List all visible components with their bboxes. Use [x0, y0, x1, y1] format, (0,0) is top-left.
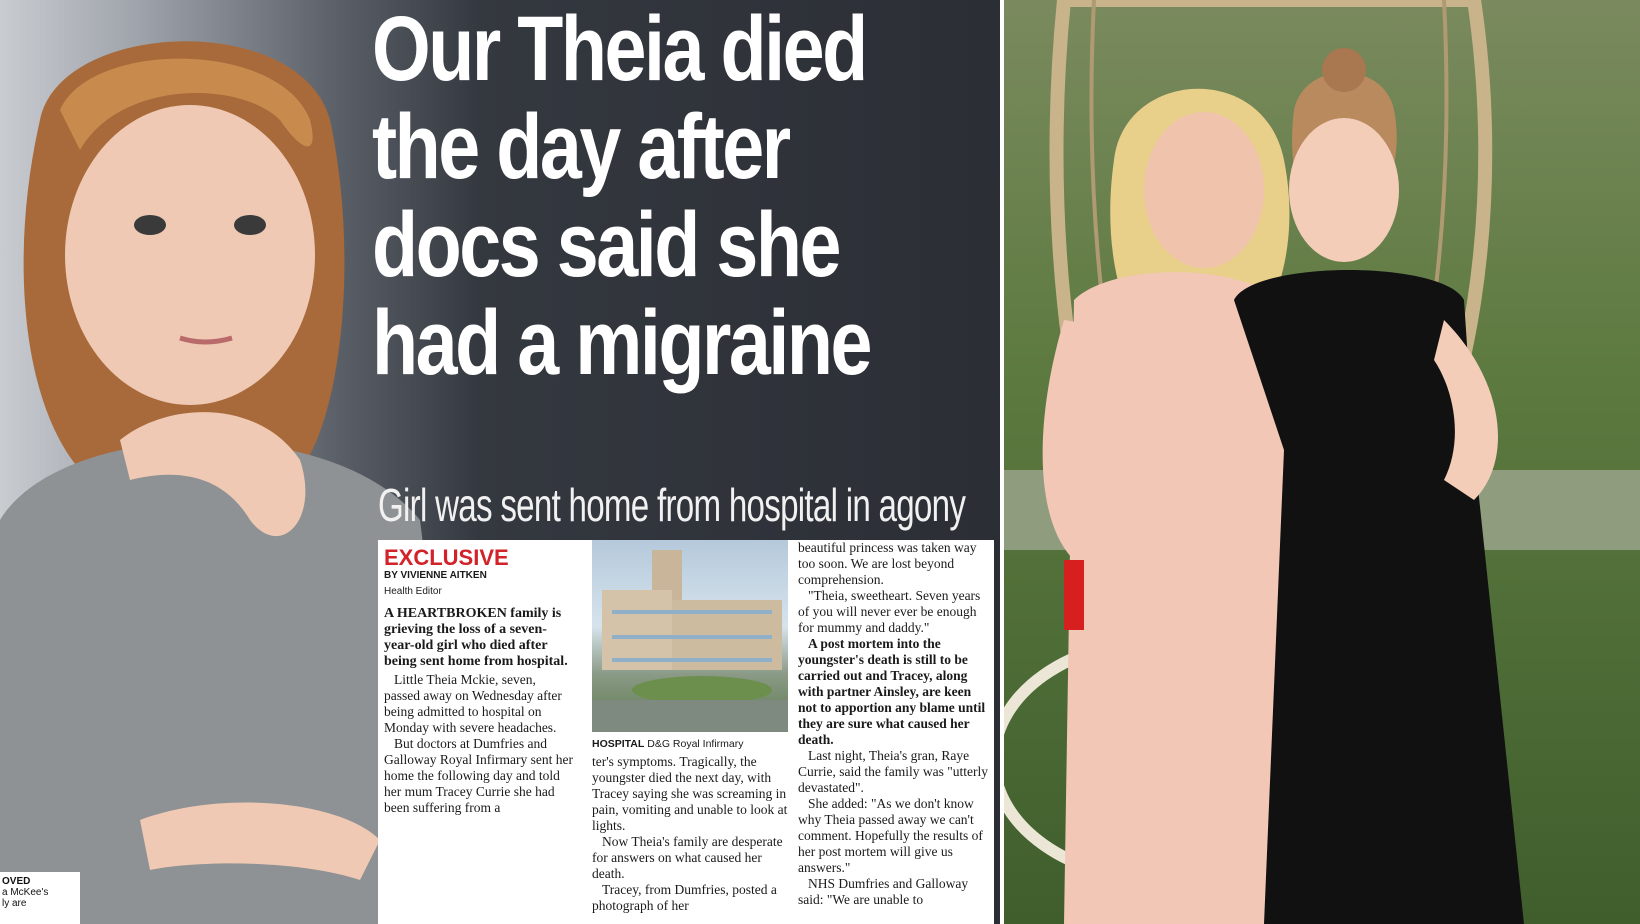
- article-paragraph: NHS Dumfries and Galloway said: "We are unable to: [798, 876, 969, 907]
- photo-caption-label: HOSPITAL: [592, 738, 645, 750]
- photo-caption-text: D&G Royal Infirmary: [647, 738, 744, 750]
- headline-line: had a migraine: [372, 292, 870, 394]
- article-lede: A HEARTBROKEN family is grieving the loss of a seven-year-old girl who died after being sent home from hospital.: [384, 606, 568, 669]
- photo-caption: [592, 736, 788, 752]
- corner-caption-line: a McKee's: [2, 887, 49, 898]
- byline: BY VIVIENNE AITKEN: [384, 570, 487, 581]
- corner-caption: [0, 872, 80, 924]
- corner-caption-line: ly are: [2, 898, 27, 909]
- headline-line: Our Theia died: [372, 0, 866, 100]
- corner-caption-line: OVED: [2, 876, 31, 887]
- article-paragraph: Now Theia's family are desperate for answers on what caused her death.: [592, 834, 783, 881]
- article-paragraph: She added: "As we don't know why Theia passed away we can't comment. Hopefully the results of her post mortem will give us answers.": [798, 796, 983, 875]
- article-paragraph: Last night, Theia's gran, Raye Currie, said the family was "utterly devastated".: [798, 748, 988, 795]
- article-paragraph: beautiful princess was taken way too soon. We are lost beyond comprehension.: [798, 540, 977, 587]
- byline-role: Health Editor: [384, 586, 442, 597]
- headline-line: the day after: [372, 96, 789, 198]
- article-paragraph: "Theia, sweetheart. Seven years of you will never ever be enough for mummy and daddy.": [798, 588, 981, 635]
- article-column-2: [592, 540, 788, 914]
- article-paragraph: But doctors at Dumfries and Galloway Royal Infirmary sent her home the following day and told her mum Tracey Currie she had been suffering from a: [384, 736, 573, 815]
- article-paragraph: Little Theia Mckie, seven, passed away on Wednesday after being admitted to hospital on Monday with severe headaches.: [384, 672, 562, 735]
- article-paragraph: Tracey, from Dumfries, posted a photograph of her: [592, 882, 777, 913]
- family-photo: [1004, 0, 1640, 924]
- exclusive-label: EXCLUSIVE: [384, 545, 509, 570]
- subheadline: Girl was sent home from hospital in agony: [378, 479, 966, 531]
- headline-line: docs said she: [372, 194, 839, 296]
- family-photo-image: [1004, 0, 1640, 924]
- hospital-building-image: [592, 540, 788, 732]
- article-column-1: [384, 545, 574, 816]
- article-paragraph: ter's symptoms. Tragically, the youngster died the next day, with Tracey saying she was screaming in pain, vomiting and unable to look at lights.: [592, 754, 788, 833]
- article-column-3: [798, 540, 990, 908]
- headline: [372, 0, 889, 392]
- hospital-photo: [592, 540, 788, 732]
- article-body: [378, 540, 994, 924]
- article-bold-paragraph: A post mortem into the youngster's death is still to be carried out and Tracey, along with partner Ainsley, are keen not to apportion any blame until they are sure what caused her death.: [798, 636, 986, 747]
